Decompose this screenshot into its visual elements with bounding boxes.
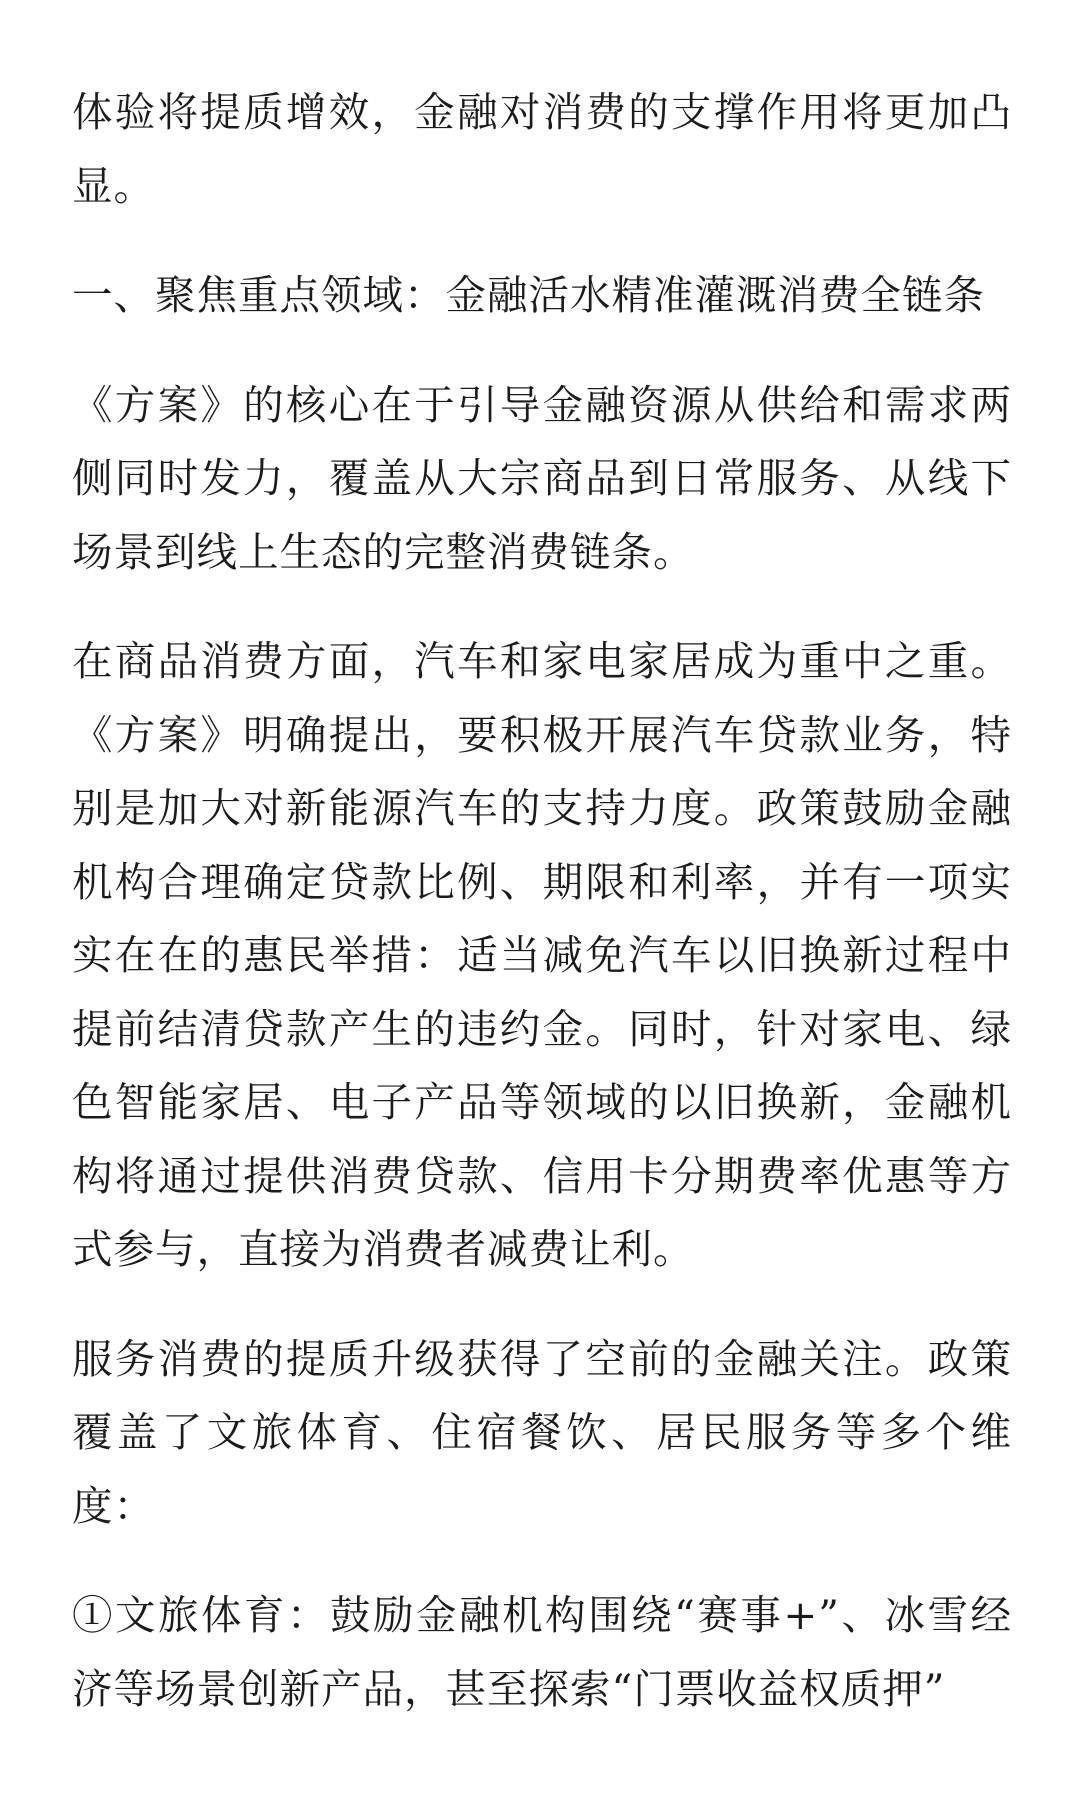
- paragraph-goods-consumption: 在商品消费方面，汽车和家电家居成为重中之重。《方案》明确提出，要积极开展汽车贷款业务，特别是加大对新能源汽车的支持力度。政策鼓励金融机构合理确定贷款比例、期限和利率，并有一项实实在在的惠民举措：适当减免汽车以旧换新过程中提前结清贷款产生的违约金。同时，针对家电、绿色智能家居、电子产品等领域的以旧换新，金融机构将通过提供消费贷款、信用卡分期费率优惠等方式参与，直接为消费者减费让利。: [72, 637, 1012, 1273]
- paragraph-intro-ending: 体验将提质增效，金融对消费的支撑作用将更加凸显。: [72, 88, 1012, 210]
- section-heading: 一、聚焦重点领域：金融活水精准灌溉消费全链条: [72, 271, 985, 319]
- paragraph-service-consumption: 服务消费的提质升级获得了空前的金融关注。政策覆盖了文旅体育、住宿餐饮、居民服务等多个维度：: [72, 1334, 1012, 1530]
- paragraph-core: 《方案》的核心在于引导金融资源从供给和需求两侧同时发力，覆盖从大宗商品到日常服务、从线下场景到线上生态的完整消费链条。: [72, 380, 1012, 576]
- paragraph-culture-tourism-sports: ①文旅体育：鼓励金融机构围绕“赛事+”、冰雪经济等场景创新产品，甚至探索“门票收益权质押”: [72, 1591, 1012, 1713]
- article-body: [72, 76, 1012, 1726]
